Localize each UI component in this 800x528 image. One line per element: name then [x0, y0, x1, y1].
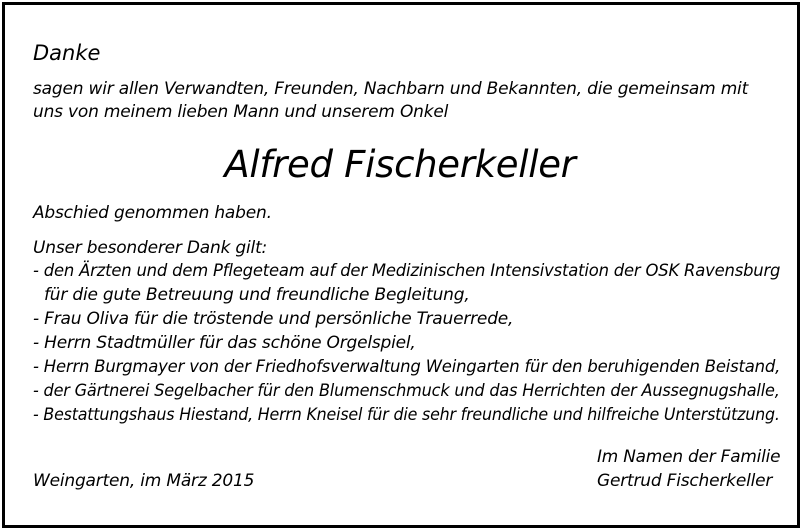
thanks-item-stadtmueller: - Herrn Stadtmüller für das schöne Orgelspiel,	[33, 333, 416, 353]
intro-line-1: sagen wir allen Verwandten, Freunden, Nachbarn und Bekannten, die gemeinsam mit	[33, 79, 749, 99]
deceased-name: Alfred Fischerkeller	[224, 143, 576, 186]
thanks-item-oliva: - Frau Oliva für die tröstende und persönliche Trauerrede,	[33, 309, 514, 329]
farewell-line: Abschied genommen haben.	[33, 203, 272, 223]
thanks-item-hiestand: - Bestattungshaus Hiestand, Herrn Kneisel für die sehr freundliche und hilfreiche Unterstützung.	[33, 405, 780, 425]
signature-line-2: Gertrud Fischerkeller	[597, 471, 773, 491]
thanks-item-segelbacher: - der Gärtnerei Segelbacher für den Blumenschmuck und das Herrichten der Aussegnugshalle,	[33, 381, 780, 401]
thanks-item-doctors-cont: für die gute Betreuung und freundliche Begleitung,	[44, 285, 470, 305]
notice-heading: Danke	[33, 41, 101, 65]
place-date: Weingarten, im März 2015	[33, 471, 255, 491]
intro-line-2: uns von meinem lieben Mann und unserem Onkel	[33, 102, 449, 122]
signature-line-1: Im Namen der Familie	[597, 447, 781, 467]
thanks-item-burgmayer: - Herrn Burgmayer von der Friedhofsverwaltung Weingarten für den beruhigenden Beistand,	[33, 357, 781, 377]
thanks-item-doctors: - den Ärzten und dem Pflegeteam auf der Medizinischen Intensivstation der OSK Ravensburg	[33, 261, 781, 281]
thanks-intro: Unser besonderer Dank gilt:	[33, 238, 268, 258]
